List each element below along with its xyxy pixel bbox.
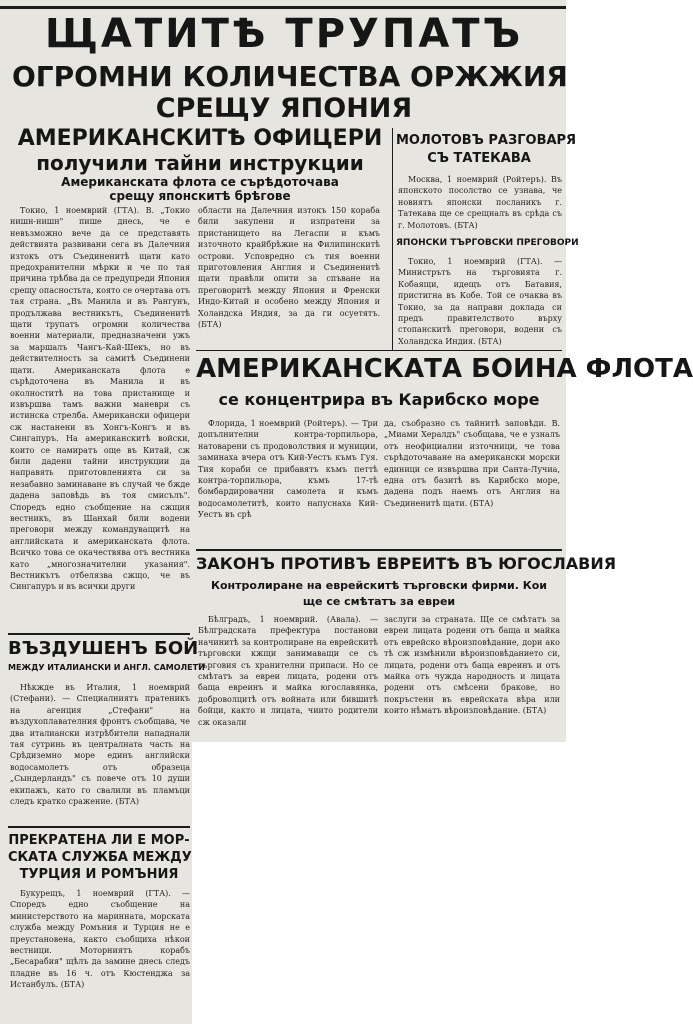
jews-headline: ЗАКОНЪ ПРОТИВЪ ЕВРЕИТѢ ВЪ ЮГОСЛАВИЯ [196, 554, 617, 573]
air-headline: ВЪЗДУШЕНЪ БОЙ [8, 638, 199, 659]
jews-deck-line-1: Контролиране на еврейскитѣ търговски фирми. Кои [211, 579, 547, 592]
column-divider [392, 128, 393, 350]
romania-headline-2: СКАТА СЛУЖБА МЕЖДУ [8, 850, 192, 865]
jews-deck-line-2: ще се смѣтатъ за евреи [302, 595, 456, 608]
molotov-headline-2: СЪ ТАТЕКАВА [427, 151, 531, 166]
clipping-edge [192, 742, 566, 1024]
jews-column-2: заслуги за страната. Ще се смѣтатъ за евреи лицата родени отъ баща и майка отъ еврейско вѣроизповѣдание, дори ако тѣ сж измѣнили вѣроизповѣданието си, лицата, родени отъ баща евреинъ и отъ майка отъ чужда народность и лицата родени отъ смѣсени бракове, но покръстени въ еврейската вѣра или които нѣматъ вѣроизповѣдание. (БТА) [384, 615, 560, 716]
trade-body: Токио, 1 ноемврий (ГТА). — Министрътъ на търговията г. Кобаящи, идещъ отъ Батавия, пристигна въ Кобе. Той се очаква въ Токио, за да направи доклада си предъ правителството върху стопанскитѣ преговори, водени съ Холандска Индия. (БТА) [398, 257, 562, 346]
main-subheadline-1: ОГРОМНИ КОЛИЧЕСТВА ОРЖЖИЯ [12, 60, 568, 93]
jews-top-rule [196, 549, 562, 551]
fleet-top-rule [196, 350, 562, 351]
officers-column-1: Токио, 1 ноемврий (ГТА). В. „Токио нишн-нишн" пише днесь, че е невъзможно вече да се представять действията развивани сега въ Далечния изтокъ отъ Съединенитѣ щати като предохранителни мѣрки и че по тая причина трѣбва да се предупреди Япония срещу опасностьта, която се очертава отъ тая страна. „Въ Манила и въ Рангунъ, продължава вестникътъ, Съединенитѣ щати трупатъ огромни количества военни материали, предназначени ужъ за маршалъ Чангъ-Кай-Шекъ, но въ действителность за самитѣ Съединени щати. Американската флота е сърѣдоточена въ Манила и въ околноститѣ на това пристанище и извършва тамъ важни маневри съ истинска стрелба. Американски офицери сж настанени въ Хонгъ-Конгъ и въ Сингапуръ. На американскитѣ войски, които се намиратъ още въ Китай, сж били дадени тайни инструкции да направять приготовленията си за незабавно заминаване въ случай че бжде дадена заповѣдь въ тоя смисълъ". Споредъ едно съобщение на сжщия вестникъ, въ Шанхай били водени преговори между командуващитѣ на английската и американската флота. Всичко това се окачествява отъ вестника като „многозначителни указания". Вестникътъ отбелязва сжщо, че въ Сингапуръ и въ всички други [10, 206, 190, 592]
officers-subheadline: получили тайни инструкции [36, 151, 364, 175]
main-headline: ЩАТИТѢ ТРУПАТЪ [44, 11, 524, 57]
fleet-column-1: Флорида, 1 ноемврий (Ройтеръ). — Три допълнителни контра-торпильора, натоварени съ продоволствия и муниции, заминаха вчера отъ Кий-Уестъ къмъ Гуя. Тия кораби се прибавятъ къмъ петтѣ контра-торпильора, къмъ 17-тѣ бомбардировачни самолета и къмъ водосамолетитѣ, които напуснаха Кий-Уестъ въ срѣ [198, 419, 378, 520]
fleet-headline: АМЕРИКАНСКАТА БОИНА ФЛОТА [196, 354, 693, 384]
molotov-headline: МОЛОТОВЪ РАЗГОВАРЯ [396, 133, 577, 148]
officers-column-2: области на Далечния изтокъ 150 кораба били закупени и изпратени за пристанището на Легаспи и къмъ източното крайбрѣжие на Филипинскитѣ острови. Усповредно съ тия военни приготовления Англия и Съединенитѣ щати правѣли опити за спъване на преговоритѣ между Япония и Френски Индо-Китай и особено между Япония и Холандска Индия, за да ги осуетятъ. (БТА) [198, 206, 380, 330]
air-subheadline: МЕЖДУ ИТАЛИАНСКИ И АНГЛ. САМОЛЕТИ [8, 663, 205, 672]
officers-headline: АМЕРИКАНСКИТѢ ОФИЦЕРИ [17, 126, 383, 151]
romania-body: Букурещъ, 1 ноемврий (ГТА). — Споредъ едно съобщение на министерството на маринната, морската служба между Ромъния и Турция не е преустановена, както съобщиха нѣкои вестници. Моторниятъ корабъ „Бесарабия" щѣлъ да замине днесь следъ пладне въ 16 ч. отъ Кюстенджа за Истанбулъ. (БТА) [10, 889, 190, 990]
romania-headline-3: ТУРЦИЯ И РОМЪНИЯ [19, 867, 179, 882]
top-border-rule [0, 6, 566, 9]
molotov-body: Москва, 1 ноемврий (Ройтеръ). Въ японското посолство се узнава, че новиятъ японски посланикъ г. Татекава ще се срещналъ въ срѣда съ г. Молотовъ. (БТА) [398, 175, 562, 230]
romania-headline-1: ПРЕКРАТЕНА ЛИ Е МОР- [8, 833, 190, 848]
air-body: Нѣкжде въ Италия, 1 ноемврий (Стефани). — Специалниятъ пратеникъ на агенция „Стефани" на въздухоплавателния фронтъ съобщава, че два италиански изтрѣбители нападнали тая сутринь въ централната часть на Срѣдиземно море единъ английски водосамолетъ отъ образеца „Сындерландъ" съ повече отъ 10 души екипажъ, като го свалили въ пламъци следъ кратко сражение. (БТА) [10, 683, 190, 807]
fleet-column-2: да, съобразно съ тайнитѣ заповѣди. В. „Миами Хералдъ" съобщава, че е узналъ отъ неофициални източници, че това сърѣдоточаване на американски морски единици се извършва при Санта-Лучиа, една отъ базитѣ въ Карибско море, дадена подъ наемъ отъ Англия на Съединенитѣ щати. (БТА) [384, 419, 560, 508]
main-subheadline-2: СРЕЩУ ЯПОНИЯ [155, 93, 413, 124]
officers-deck-line-1: Американската флота се сърѣдоточава [61, 175, 339, 189]
trade-headline: ЯПОНСКИ ТЪРГОВСКИ ПРЕГОВОРИ [396, 238, 579, 248]
romania-top-rule [8, 826, 190, 828]
air-top-rule [8, 633, 190, 635]
fleet-subheadline: се концентрира въ Карибско море [218, 390, 540, 409]
officers-deck-line-2: срещу японскитѣ брѣгове [109, 189, 291, 203]
jews-column-1: Бѣлградъ, 1 ноемврий. (Авала). — Бѣлградската префектура постанови начинитѣ за контролиране на еврейскитѣ търговски кжщи занимаващи се съ търговия съ хранителни припаси. Но се смѣтатъ за евреи лицата, родени отъ баща евреинъ и майка югославянка, доброволцитѣ отъ войната или бившитѣ бойци, както и лицата, чиито родители сж оказали [198, 615, 378, 727]
